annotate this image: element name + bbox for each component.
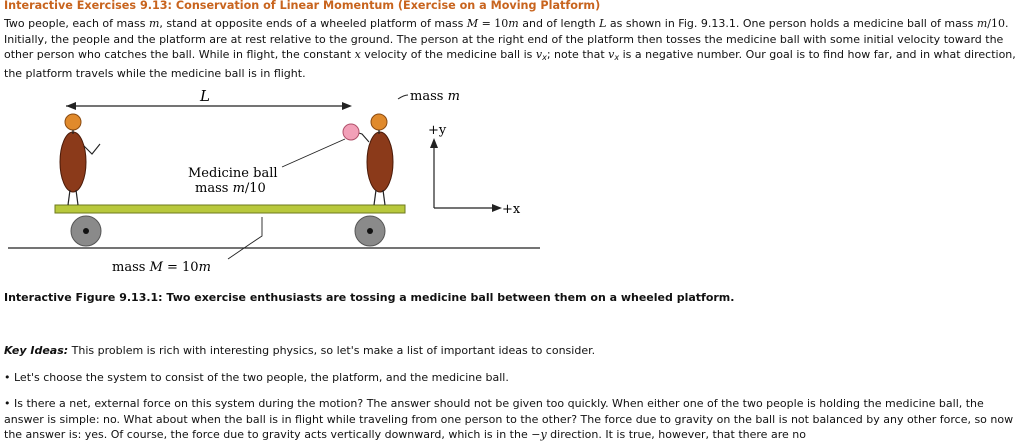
math-expr: /10 [987, 17, 1005, 30]
right-wheel [355, 216, 385, 246]
platform-mass-leader [228, 217, 262, 259]
math-var: m [148, 17, 160, 30]
left-person-head [65, 114, 81, 130]
left-person [60, 114, 100, 205]
plus-y-label: +y [428, 123, 447, 138]
math-subscript: x [614, 53, 620, 63]
left-person-leg [68, 190, 70, 205]
text-run: direction. It is true, however, that there are no [546, 428, 806, 442]
platform-figure [0, 84, 560, 284]
key-ideas [4, 343, 1020, 359]
text-run: ; note that [546, 48, 609, 62]
right-person [355, 114, 393, 205]
left-person-body [60, 132, 86, 192]
math-var: y [540, 428, 547, 442]
right-person-head [371, 114, 387, 130]
problem-statement [4, 16, 1020, 81]
math-var: x [354, 48, 361, 62]
math-var: m [508, 17, 519, 30]
left-wheel [71, 216, 101, 246]
math-var: m [976, 17, 988, 30]
right-person-leg [374, 190, 376, 205]
text-run: velocity of the medicine ball is [360, 48, 536, 62]
platform [55, 205, 405, 213]
math-var: v [535, 48, 543, 62]
list-item: • Let's choose the system to consist of the two people, the platform, and the medicine ball. [4, 371, 509, 384]
text-run: Two people, each of mass [4, 17, 149, 30]
math-var: M [466, 17, 479, 30]
medicine-ball-label-2: mass m/10 [195, 181, 266, 196]
platform-mass-label: mass M = 10m [112, 260, 211, 275]
text-run: is a negative number. Our goal is to find how far, and in what direction, the platform travels while the medicine ball is in flight. [4, 48, 1016, 80]
list-item [4, 396, 1020, 443]
length-label: L [200, 87, 210, 105]
medicine-ball [343, 124, 359, 140]
math-subscript: x [542, 53, 547, 63]
right-person-body [367, 132, 393, 192]
text-run: • Is there a net, external force on this system during the motion? The answer should not be given too quickly. When either one of the two people is holding the medicine ball, the answer is simple: no. What about when the ball is in flight while traveling from one person to the other? The force due to gravity on the ball is not balanced by any other force, so now the answer is: yes. Of course, the force due to gravity acts vertically downward, which is in the [4, 397, 1014, 442]
figure-caption: Interactive Figure 9.13.1: Two exercise enthusiasts are tossing a medicine ball between them on a wheeled platform. [4, 291, 735, 304]
key-ideas-text: This problem is rich with interesting physics, so let's make a list of important ideas to consider. [68, 344, 596, 357]
mass-person-leader [398, 95, 408, 99]
key-ideas-label: Key Ideas: [4, 344, 69, 357]
text-run: , stand at opposite ends of a wheeled platform of mass [159, 17, 467, 30]
text-run: and of length [518, 17, 600, 30]
length-arrowhead-left [66, 102, 76, 110]
text-run: as shown in Fig. 9.13.1. One person holds a medicine ball of mass [606, 17, 977, 30]
text-run: . Initially, the people and the platform are at rest relative to the ground. The person at the right end of the platform then tosses the medicine ball with some initial velocity toward the other person who catches the ball. While in flight, the constant [4, 17, 1009, 62]
x-axis-arrowhead [492, 204, 502, 212]
y-axis-arrowhead [430, 138, 438, 148]
exercise-title: Interactive Exercises 9.13: Conservation of Linear Momentum (Exercise on a Moving Platform) [4, 0, 601, 12]
math-expr: − [531, 428, 541, 442]
mass-person-label: mass m [410, 89, 460, 104]
math-expr: = 10 [478, 17, 509, 30]
math-var: v [608, 48, 615, 62]
medicine-ball-label-1: Medicine ball [188, 166, 278, 181]
left-person-arm [84, 144, 100, 154]
math-var: L [599, 17, 607, 30]
plus-x-label: +x [502, 202, 521, 217]
length-arrowhead-right [342, 102, 352, 110]
medicine-ball-leader [282, 139, 345, 167]
